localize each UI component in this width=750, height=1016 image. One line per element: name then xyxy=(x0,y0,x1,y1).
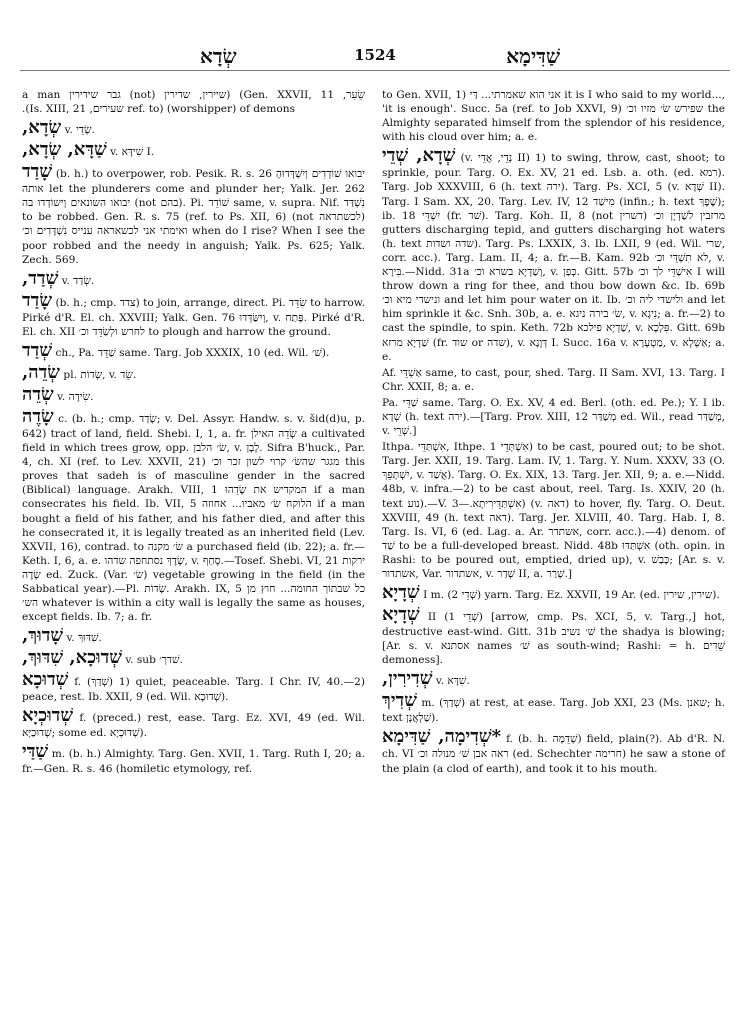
entry-headword: שָׂדַד xyxy=(22,289,53,311)
entry-definition: m. (שְׁדַךְ) at rest, at ease. Targ. Job XXI, 23 (Ms. שאנן; h. text שַׁלְאֲנָן). xyxy=(382,697,725,725)
entry-headword: שְׂדֵה xyxy=(22,383,54,405)
entry-definition: Pa. שַׁדֵּי same. Targ. O. Ex. XV, 4 ed. Berl. (oth. ed. Pe.); Y. I ib. שְׁדָא (h. text ירה).—[Targ. Prov. XIII, 12 מְשַׁדַּר ed. Wil., read מְשַׁדַּר, v. שְׁרֵי.] xyxy=(382,396,725,438)
entry-headword: שְׁדוּכְיָא xyxy=(22,705,74,727)
entry-definition: to Gen. XVII, 1) אני הוא שאמרתי... דַּי it is I who said to my world..., 'it is enough'. Succ. 5a (ref. to Job XXVI, 9) שפירש שׂ׳ מזיו וכ׳ the Almighty separated himself from the splendor of his residence, with his cloud over him; a. e. xyxy=(382,89,726,144)
dictionary-entry xyxy=(22,341,365,361)
dictionary-entry xyxy=(22,742,365,776)
entry-headword: שְׁדָא, שְׁדֵי xyxy=(382,145,456,167)
dictionary-entry xyxy=(382,669,725,689)
entry-definition: f. (b. h. שְׁדֵמָה) field, plain(?). Ab d'R. N. ch. VI ראה אבן שׁ׳ מנולה וכ׳ (ed. Schechter חרימה) he saw a stone of the plain (a clod of earth), and took it to his mouth. xyxy=(382,733,725,775)
entry-headword: שָׁדַד xyxy=(22,161,53,183)
entry-definition: m. (b. h.) Almighty. Targ. Gen. XVII, 1. Targ. Ruth I, 20; a. fr.—Gen. R. s. 46 (homiletic etymology, ref. xyxy=(22,748,365,776)
entry-definition: c. (b. h.; cmp. שָׂדַד; v. Del. Assyr. Handw. s. v. šid(d)u, p. 642) tract of land, field. Shebi. I, 1, a. fr. שְׂדֵה האילן a cultivated field in which trees grow, opp. שׂ׳ הלבן, v. לָבָן. Sifra B'huck., Par. 4, ch. XI (ref. to Lev. XXVII, 21) מגגר שהשׂ׳ קרוי לשון זכר וכ׳ this proves that sadeh is of masculine gender in the sacred (Biblical) language. Arakh. VIII, 1 המקדיש את שָׂדֵהוּ if a man consecrates his field. Ib. VII, 5 הלוקח שׂ׳ מאביו... אחוזה if a man bought a field of his father, and his father died, and after this he consecrated it, it is legally treated as an inherited field (Lev. XXVII, 16), contrad. to שׂ׳ מקנה a purchased field (ib. 22); a. fr.—Keth. I, 6, a. e. שָׂדֶךְ נסתחפה שדהו, v. סָחַף.—Tosef. Shebi. VI, 21 ירקות שָׂדֶה ed. Zuck. (Var. שׂ׳) vegetable growing in the field (in the Sabbatical year).—Pl. שָׂדוֹת. Arakh. IX, 5 כל שבתוך החומה... חוץ מן הש׳ whatever is within a city wall is legally the same as houses, except fields. Ib. 7; a. fr. xyxy=(22,412,366,624)
dictionary-entry xyxy=(22,162,365,267)
dictionary-entry xyxy=(382,583,725,603)
page-number: 1524 xyxy=(354,46,396,64)
entry-definition: (b. h.; cmp. צדד) to join, arrange, direct. Pi. שִׂדֵּד to harrow. Pirké d'R. El. ch. XXVIII; Yalk. Gen. 76 וְיִשַּׂדְּדוּ, v. פָּתַח. Pirké d'R. El. ch. XII לחרש ולְשַׂדֵּד וכ׳ to plough and harrow the ground. xyxy=(22,296,366,338)
dictionary-entry xyxy=(382,691,725,725)
entry-definition: I m. (שְׁדֵי 2) yarn. Targ. Ez. XXVII, 19 Ar. (ed. שירין, שירין). xyxy=(423,589,720,602)
entry-definition: Af. אַשְׁדֵּי same, to cast, pour, shed. Targ. II Sam. XVI, 13. Targ. I Chr. XXII, 8; a. e. xyxy=(382,366,725,393)
entry-headword: שְׁדָיָא xyxy=(382,582,420,604)
entry-definition: v. שְׂדֵי. xyxy=(64,124,95,137)
entry-definition: v. שִׁדָּא. xyxy=(435,675,470,688)
entry-headword: שְׁדַד, xyxy=(22,267,59,289)
dictionary-entry xyxy=(382,440,725,581)
entry-headword: *שְׁדִימָה, שַׁדִּימָא xyxy=(382,726,502,748)
entry-definition: f. (שְׁדַךְ) 1) quiet, peaceable. Targ. I Chr. IV, 40.—2) peace, rest. Ib. XXII, 9 (ed. Wil. שְׁדוּכָא). xyxy=(22,676,365,704)
dictionary-entry xyxy=(382,396,725,438)
entry-definition: pl. שְׂדוֹת, v. שֵׂד. xyxy=(63,368,137,381)
dictionary-entry xyxy=(382,88,725,144)
entry-headword: שְׁדַד xyxy=(22,339,53,361)
dictionary-entry xyxy=(382,366,725,394)
dictionary-entry xyxy=(382,605,725,667)
dictionary-entry xyxy=(22,118,365,138)
dictionary-entry xyxy=(22,140,365,160)
header-left-headword: שְׂדָא xyxy=(200,44,237,68)
entry-definition: v. שִׁידָּא I. xyxy=(110,146,155,159)
entry-headword: שְׁדָיָא xyxy=(382,604,420,626)
entry-headword: שְׁדִיךְ xyxy=(382,690,417,712)
dictionary-entry xyxy=(22,269,365,289)
entry-definition: II (שְׁדֵי 1) [arrow, cmp. Ps. XCI, 5, v. Targ.,] hot, destructive east-wind. Gitt. 31b שׁ׳ נשיב the shadya is blowing; [Ar. s. v. אסתנא names שׁ׳ as south-wind; Rashi: = h. שֵׁדִים demoness]. xyxy=(382,611,726,667)
header-right-headword: שַׁדִּימָא xyxy=(506,44,560,68)
entry-headword: שַׁדַּי xyxy=(22,741,49,763)
dictionary-entry xyxy=(382,727,725,775)
entry-definition: v. שִׂידָה. xyxy=(57,390,94,403)
entry-headword: שַׁדָּא, שְׂדָא, xyxy=(22,139,107,161)
dictionary-entry xyxy=(22,291,365,339)
left-column xyxy=(22,88,365,779)
dictionary-entry xyxy=(22,385,365,405)
entry-definition: שֵׂעִר, Gen. XXVII, 11) (שיירין, שדירין (not) גבר שידירין a man (worshipper) of demons (ref. to שעירים, Is. XIII, 21). xyxy=(22,89,366,116)
dictionary-entry xyxy=(22,88,365,116)
entry-definition: ch., Pa. שַׁדֵּד same. Targ. Job XXXIX, 10 (ed. Wil. שׁ׳). xyxy=(55,346,330,359)
entry-headword: שְׁדִירִין, xyxy=(382,668,433,690)
entry-definition: f. (preced.) rest, ease. Targ. Ez. XVI, 49 (ed. Wil. שְׁדוּכַיָּא; some ed. שְׁדוּכְיָא). xyxy=(22,712,365,740)
right-column xyxy=(382,88,725,778)
dictionary-entry xyxy=(22,626,365,646)
entry-headword: שְׁדוּכָא xyxy=(22,669,69,691)
entry-headword: שְׂדָא, xyxy=(22,117,62,139)
dictionary-entry xyxy=(22,407,365,624)
entry-headword: שְׂדֵה, xyxy=(22,361,61,383)
page-header xyxy=(20,44,730,71)
entry-definition: Ithpa. אִשְׁתַּדֵּי, Ithpe. אִשְׁתְּדֵי 1) to be cast, poured out; to be shot. Targ. Jer. XXII, 19. Targ. Lam. IV, 1. Targ. Y. Num. XXXV, 33 (O. יִשְׁתָּפֵךְ, v. אֲשַׁד). Targ. O. Ex. XIX, 13. Targ. Jer. XII, 9; a. e.—Nidd. 48b, v. infra.—2) to be cast about, reel. Targ. Is. XXIV, 20 (h. text נוע).—V. אִשְׁתַּדֵּירִיתָא.—3) (v. דאה) to hover, fly. Targ. O. Deut. XXVIII, 49 (h. text דאה). Targ. Jer. XLVIII, 40. Targ. Hab. I, 8. Targ. Is. VI, 6 (ed. Lag. a. Ar. אשתדר, corr. acc.).—4) denom. of שַׁד to be a full-developed breast. Nidd. 48b אִשְׁתַּדּוּ (oth. opin. in Rashi: to be poured out, emptied, dried up), v. כָּבַשׁ; [Ar. s. v. אשתדור, Var. אשתדור, v. שְׁדַר II, a. שְׁרַר.] xyxy=(382,441,726,580)
entry-headword: שָׂדֶה xyxy=(22,405,54,427)
entry-definition: (b. h.) to overpower, rob. Pesik. R. s. 26 יבואו שׁוֹדְדִים וְיִשְׁדְּדוּהָ אותה let the plunderers come and plunder her; Yalk. Jer. 262 יבואו השונאים וְישוֹדְדוּ בה (not בהם). Pi. שׁוֹדֵד same, v. supra. Nif. נִשְׁדַּד to be robbed. Gen. R. s. 75 (ref. to Ps. XII, 6) (not לכשתראה) ואימתי אני לכשאראה ענייס נִשְׁדָּדִים וכ׳ when do I rise? When I see the poor robbed and the needy in anguish; Yalk. Ps. 625; Yalk. Zech. 569. xyxy=(22,168,366,266)
dictionary-entry xyxy=(22,706,365,740)
dictionary-entry xyxy=(22,670,365,704)
dictionary-entry xyxy=(22,363,365,383)
dictionary-entry xyxy=(22,648,365,668)
entry-definition: v. sub שׁדך׳. xyxy=(125,654,183,667)
entry-definition: v. שִׁדּוּךְ. xyxy=(66,632,102,645)
entry-definition: v. שְׂדַד. xyxy=(61,274,95,287)
dictionary-entry xyxy=(382,146,725,363)
entry-headword: שָׁדוּךְ, xyxy=(22,625,64,647)
entry-definition: (v. נְדֵי, אֲדֵי II) 1) to swing, throw, cast, shoot; to sprinkle, pour. Targ. O. Ex. XV, 21 ed. Lsb. a. oth. (ed. רמא). Targ. Job XXXVIII, 6 (h. text ירה). Targ. Ps. XCI, 5 (v. שְׁדָא II). Targ. I Sam. XX, 20. Targ. Lev. IV, 12 מִישַׁד (infin.; h. text שֶׁפֶךְ); ib. 18 יִשְׁדֵּי (fr. שׁד). Targ. Koh. II, 8 (not דשרין) מרזבין לשַׁדְיָן וכ׳ gutters discharging tepid, and gutters discharging hot waters (h. text שדה ושדות). Targ. Ps. LXXIX, 3. Ib. LXII, 9 (ed. Wil. שרי, corr. acc.). Targ. Lam. II, 4; a. fr.—B. Kam. 92b לא תִשְׁדֵּי וכ׳, v. בִּירָא.—Nidd. 31a וְשַׁדְיָא בשרא וכ׳, v. כְּפַן. Gitt. 57b אִישַׁדֵּי לך וכ׳ I will throw down a ring for thee, and thou bow down &c. Ib. 69b ונישדי מיא וכ׳ and let him pour water on it. Ib. ולישדי ליה וכ׳ and let him sprinkle it &c. Snh. 30b, a. e. שׂ׳ בירה ניגא, v. נִיגָא; a. fr.—2) to cast the spindle, to spin. Keth. 72b שַׁדְיָא פילכא, v. פִּלְכָא. Gitt. 69b שַׁדְיָא מרזא (fr. שוד or שדה), v. דְּוָנָא I. Succ. 16a v. מַטְעָרָא, v. אַשְׁלָא; a. e. xyxy=(382,152,726,363)
entry-headword: שְׁדוּכָא, שִׁדּוּךְ, xyxy=(22,647,123,669)
